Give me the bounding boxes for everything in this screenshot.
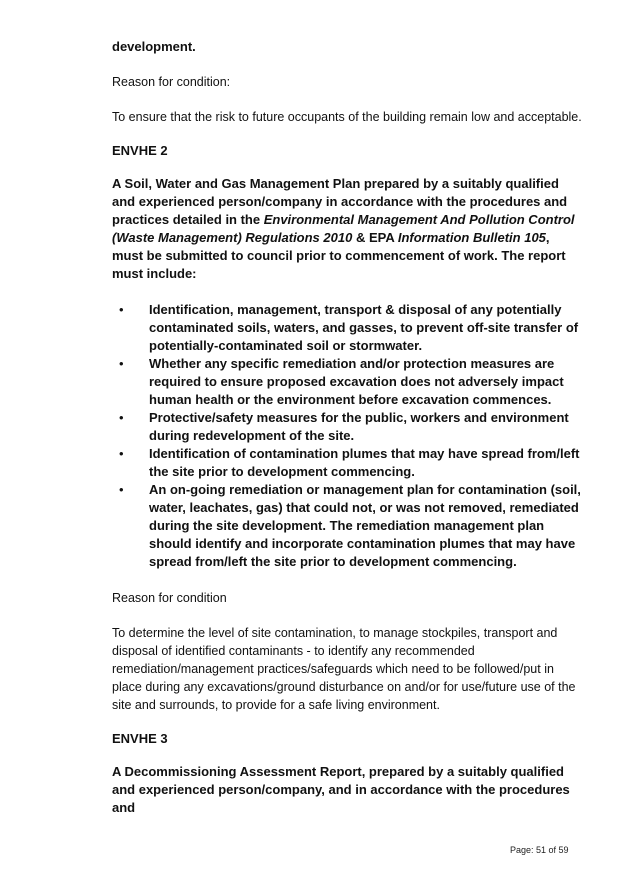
list-item-text: Whether any specific remediation and/or protection measures are required to ensure proposed excavation does not adversely impact human health or the environment before excavation commences. [149, 356, 564, 407]
list-item [112, 355, 582, 409]
document-page [112, 38, 582, 817]
envhe2-para-part1: A Soil, Water and Gas Management Plan prepared by a suitably qualified and experienced person/company in accordance with the procedures and practices detailed in the [112, 176, 568, 227]
envhe2-para-italic1: Environmental Management And Pollution Control (Waste Management) Regulations 2010 [112, 212, 575, 245]
list-item [112, 445, 582, 481]
envhe2-reason-label: Reason for condition [112, 591, 227, 605]
top-fragment: development. [112, 39, 196, 54]
envhe2-para-part2: & EPA [352, 230, 398, 245]
reason-text-1: To ensure that the risk to future occupants of the building remain low and acceptable. [112, 110, 582, 124]
list-item [112, 481, 582, 571]
list-item-text: An on-going remediation or management plan for contamination (soil, water, leachates, gas) that could not, or was not removed, remediated during the site development. The remediation management plan should identify and incorporate contamination plumes that may have spread from/left the site prior to development commencing. [149, 482, 581, 569]
list-item-text: Identification, management, transport & disposal of any potentially contaminated soils, waters, and gasses, to prevent off-site transfer of potentially-contaminated soil or stormwater. [149, 302, 579, 353]
envhe3-paragraph: A Decommissioning Assessment Report, prepared by a suitably qualified and experienced person/company, and in accordance with the procedures and [112, 764, 570, 815]
bullet-icon: • [119, 482, 124, 497]
envhe2-para-part3: , must be submitted to council prior to commencement of work. The report must include: [112, 230, 566, 281]
list-item [112, 301, 582, 355]
bullet-icon: • [119, 302, 124, 317]
bullet-icon: • [119, 446, 124, 461]
envhe3-heading: ENVHE 3 [112, 731, 168, 746]
page-number: Page: 51 of 59 [510, 845, 569, 855]
list-item-text: Identification of contamination plumes that may have spread from/left the site prior to development commencing. [149, 446, 580, 479]
bullet-icon: • [119, 410, 124, 425]
list-item-text: Protective/safety measures for the public, workers and environment during redevelopment of the site. [149, 410, 569, 443]
bullet-icon: • [119, 356, 124, 371]
envhe2-heading: ENVHE 2 [112, 143, 168, 158]
envhe2-bullet-list [112, 301, 582, 571]
envhe2-reason-text: To determine the level of site contamination, to manage stockpiles, transport and disposal of identified contaminants - to identify any recommended remediation/management practices/safeguards which need to be followed/put in place during any excavations/ground disturbance on and/or for use/future use of the site and surrounds, to provide for a safe living environment. [112, 626, 576, 712]
list-item [112, 409, 582, 445]
envhe2-paragraph [112, 175, 582, 283]
reason-label-1: Reason for condition: [112, 75, 231, 89]
envhe2-para-italic2: Information Bulletin 105 [397, 230, 546, 245]
